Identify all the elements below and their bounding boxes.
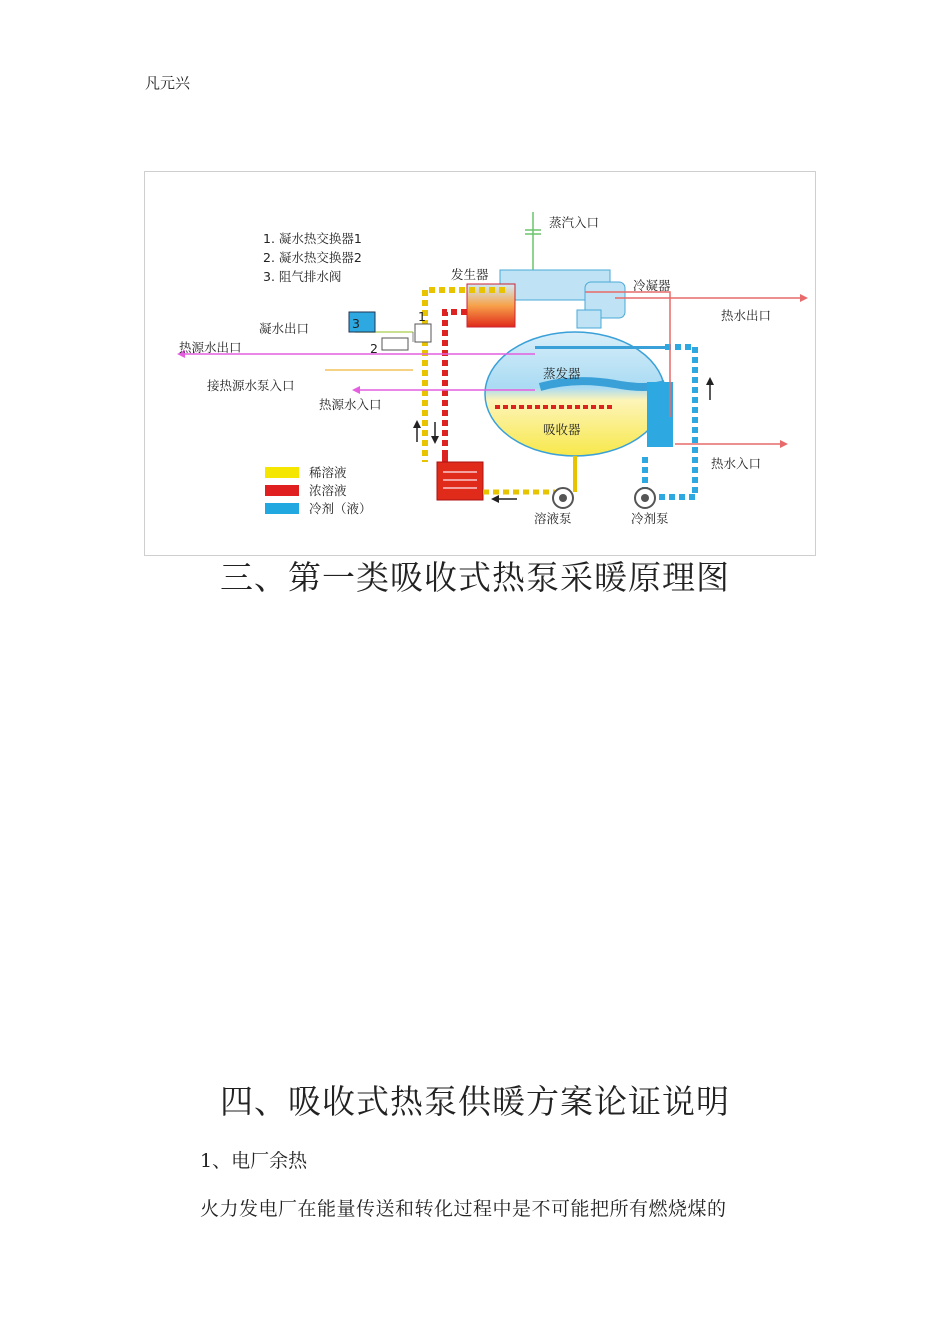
label-solution-pump: 溶液泵	[534, 511, 572, 526]
subsection-heading: 1、电厂余热	[200, 1150, 308, 1172]
label-condenser: 冷凝器	[633, 278, 671, 293]
label-evaporator: 蒸发器	[543, 366, 581, 381]
legend-item-2: 2. 凝水热交换器2	[263, 250, 362, 265]
label-steam-inlet: 蒸汽入口	[549, 215, 600, 230]
absorption-heat-pump-diagram	[144, 171, 816, 556]
label-generator: 发生器	[451, 267, 489, 282]
label-refrigerant-pump: 冷剂泵	[631, 511, 669, 526]
color-legend-concentrated: 浓溶液	[309, 483, 347, 498]
diagram-svg	[145, 172, 817, 557]
label-condensate-outlet: 凝水出口	[259, 321, 310, 336]
body-paragraph: 火力发电厂在能量传送和转化过程中是不可能把所有燃烧煤的	[200, 1198, 727, 1220]
legend-item-3: 3. 阻气排水阀	[263, 269, 342, 284]
label-hot-water-inlet: 热水入口	[711, 456, 762, 471]
label-hx1-number: 1	[418, 309, 426, 324]
label-heat-source-water-inlet: 热源水入口	[319, 397, 382, 412]
label-hx2-number: 2	[370, 341, 378, 356]
label-valve-number: 3	[352, 316, 360, 331]
figure-caption: 三、第一类吸收式热泵采暖原理图	[220, 558, 730, 597]
legend-item-1: 1. 凝水热交换器1	[263, 231, 362, 246]
label-absorber: 吸收器	[543, 422, 581, 437]
color-legend-refrigerant: 冷剂（液）	[309, 501, 372, 516]
label-heat-source-water-outlet: 热源水出口	[179, 340, 242, 355]
color-legend-dilute: 稀溶液	[309, 465, 347, 480]
section-heading: 四、吸收式热泵供暖方案论证说明	[220, 1082, 730, 1121]
document-header-author: 凡元兴	[145, 74, 191, 92]
label-heat-source-pump-inlet: 接热源水泵入口	[207, 378, 295, 393]
label-hot-water-outlet: 热水出口	[721, 308, 772, 323]
